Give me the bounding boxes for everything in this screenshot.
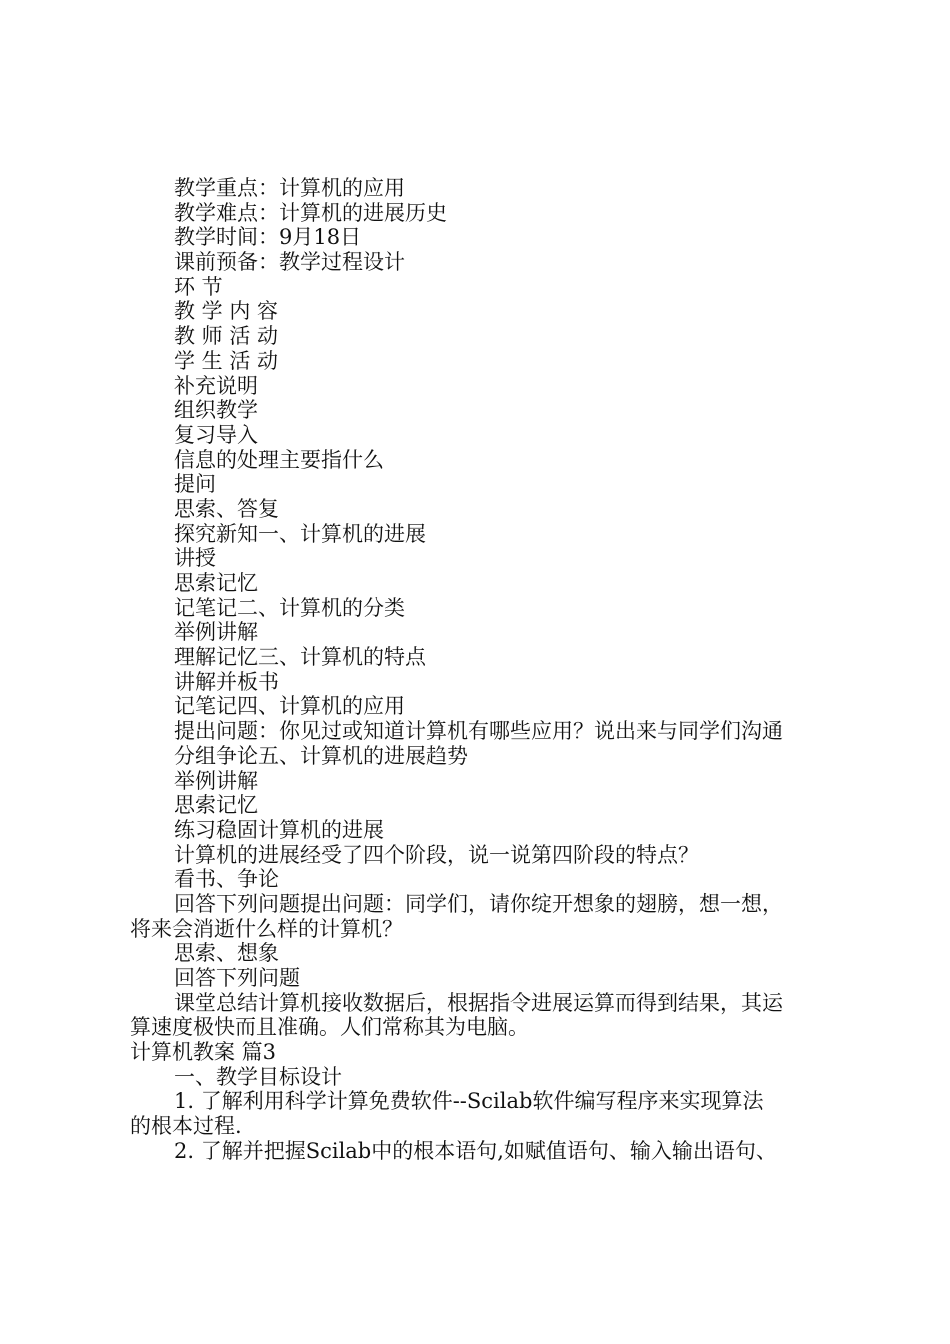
- text-line: 回答下列问题: [174, 966, 300, 990]
- text-line: 分组争论五、计算机的进展趋势: [174, 743, 468, 768]
- table-cell-header: 学 生 活 动: [174, 348, 279, 373]
- text-line: 思索、想象: [174, 941, 279, 966]
- text-line: 教学时间：9月18日: [174, 225, 362, 250]
- text-line: 理解记忆三、计算机的特点: [174, 645, 426, 670]
- text-line: 举例讲解: [174, 620, 258, 645]
- subsection-heading: 一、教学目标设计: [174, 1064, 342, 1089]
- text-line: 算速度极快而且准确。人们常称其为电脑。: [130, 1015, 529, 1040]
- table-cell-header: 环 节: [174, 274, 223, 299]
- text-line: 课堂总结计算机接收数据后，根据指令进展运算而得到结果，其运: [174, 990, 783, 1015]
- text-line: 回答下列问题提出问题：同学们，请你绽开想象的翅膀，想一想，: [174, 891, 783, 916]
- text-line: 组织教学: [174, 398, 258, 423]
- document-body: [130, 176, 832, 1164]
- text-line: 举例讲解: [174, 768, 258, 793]
- text-line: 思索记忆: [174, 571, 258, 595]
- table-cell-header: 教 学 内 容: [174, 299, 279, 324]
- text-line: 提问: [174, 472, 216, 497]
- text-line: 将来会消逝什么样的计算机？: [130, 916, 403, 941]
- text-line: 教学难点：计算机的进展历史: [174, 200, 447, 225]
- text-line: 记笔记四、计算机的应用: [174, 694, 405, 719]
- text-line: 复习导入: [174, 422, 258, 447]
- list-item-continuation: 的根本过程.: [130, 1114, 242, 1139]
- text-line: 信息的处理主要指什么: [174, 447, 384, 472]
- text-line: 教学重点：计算机的应用: [174, 176, 405, 200]
- table-cell-header: 补充说明: [174, 373, 258, 398]
- text-line: 课前预备：教学过程设计: [174, 250, 405, 275]
- text-line: 思索、答复: [174, 496, 279, 521]
- text-line: 讲解并板书: [174, 669, 279, 694]
- text-line: 计算机的进展经受了四个阶段，说一说第四阶段的特点？: [174, 842, 699, 867]
- text-line: 练习稳固计算机的进展: [174, 817, 384, 842]
- list-item: 1. 了解利用科学计算免费软件--Scilab软件编写程序来实现算法: [174, 1089, 764, 1114]
- section-heading: 计算机教案 篇3: [130, 1040, 277, 1065]
- text-line: 看书、争论: [174, 867, 279, 892]
- text-line: 提出问题：你见过或知道计算机有哪些应用？说出来与同学们沟通: [174, 719, 783, 744]
- text-line: 思索记忆: [174, 793, 258, 818]
- text-line: 讲授: [174, 546, 216, 571]
- text-line: 探究新知一、计算机的进展: [174, 521, 426, 546]
- list-item: 2. 了解并把握Scilab中的根本语句,如赋值语句、输入输出语句、: [174, 1138, 777, 1163]
- text-line: 记笔记二、计算机的分类: [174, 595, 405, 620]
- table-cell-header: 教 师 活 动: [174, 324, 279, 349]
